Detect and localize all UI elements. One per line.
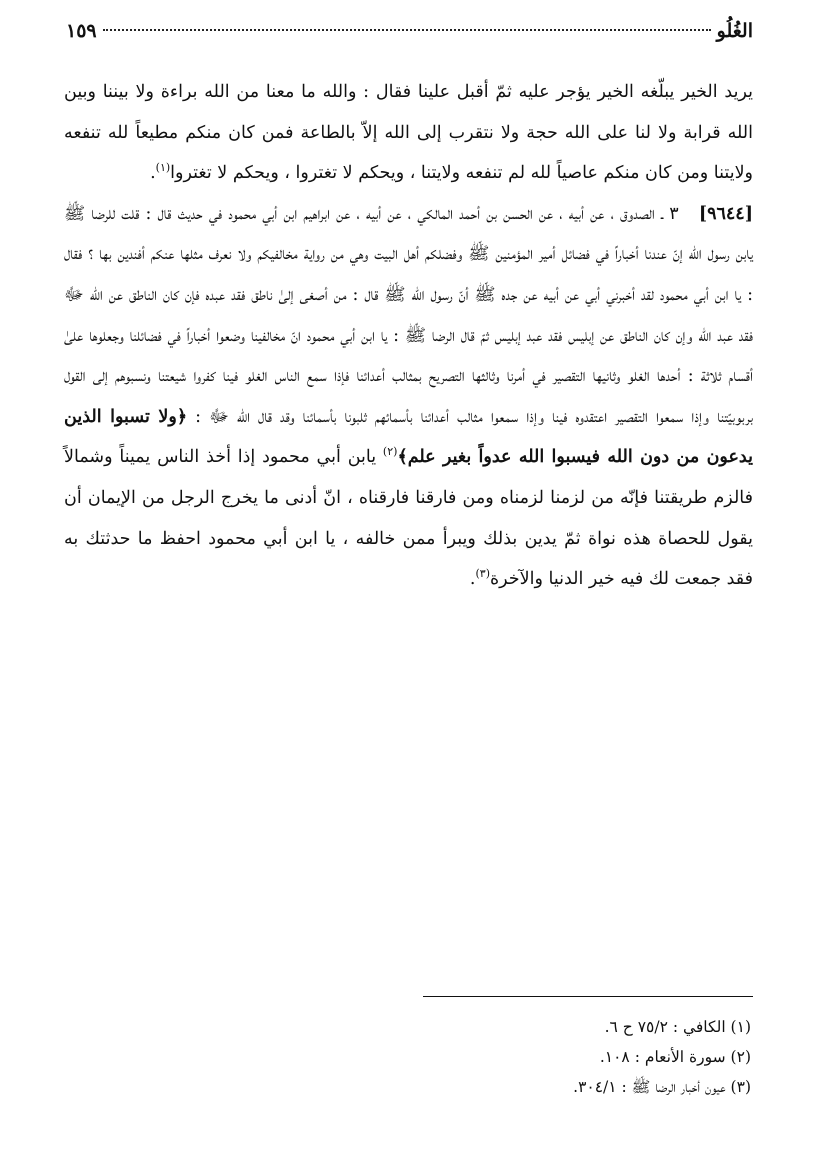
- paragraph-1: [64, 72, 753, 194]
- quran-close-bracket: ﴾: [397, 447, 408, 468]
- paragraph-1-end: .: [150, 163, 156, 184]
- running-header: [66, 20, 753, 54]
- quran-verse: ولا تسبوا الذين يدعون من دون الله فيسبوا الله عدواً بغير علم: [64, 406, 753, 468]
- chapter-title: الغُلُو: [716, 20, 753, 42]
- entry-number: [٩٦٤٤]: [698, 203, 753, 224]
- paragraph-2-text-a: ٣ ـ الصدوق ، عن أبيه ، عن الحسن بن أحمد المالكي ، عن أبيه ، عن ابراهيم ابن أبي محمود في حديث قال : قلت للرضا ﷺ يابن رسول الله إنّ عندنا أخباراً في فضائل أمير المؤمنين ﷺ وفضلكم أهل البيت وهي من رواية مخالفيكم ولا نعرف مثلها عنكم أفندين بها ؟ فقال : يا ابن أبي محمود لقد أخبرني أبي عن أبيه عن جده ﷺ أنّ رسول الله ﷺ قال : من أصغى إلىٰ ناطق فقد عبده فإن كان الناطق عن الله ﷻ فقد عبد الله وإن كان الناطق عن إبليس فقد عبد إبليس ثمّ قال الرضا ﷺ : يا ابن أبي محمود انّ مخالفينا وضعوا أخباراً في فضائلنا وجعلوها علىٰ أقسام ثلاثة : أحدها الغلو وثانيها التقصير في أمرنا وثالثها التصريح بمثالب أعدائنا فإذا سمع الناس الغلو فينا كفروا شيعتنا ونسبوهم إلى القول بربوبيّتنا وإذا سمعوا التقصير اعتقدوه فينا وإذا سمعوا مثالب أعدائنا بأسمائهم ثلبونا بأسمائنا وقد قال الله ﷻ :: [64, 203, 753, 427]
- footnotes: [300, 1012, 751, 1102]
- paragraph-1-text: يريد الخير يبلّغه الخير يؤجر عليه ثمّ أقبل علينا فقال : والله ما معنا من الله براءة ولا بيننا وبين الله قرابة ولا لنا على الله حجة ولا نتقرب إلى الله إلاّ بالطاعة فمن كان منكم مطيعاً لله تنفعه ولايتنا ومن كان منكم عاصياً لله لم تنفعه ولايتنا ، ويحكم لا تغتروا ، ويحكم لا تغتروا: [64, 82, 753, 184]
- footnote-separator: [423, 996, 753, 997]
- footnote-ref-1: (١): [155, 161, 171, 175]
- footnote-3: (٣) عيون أخبار الرضا ﷺ : ٣٠٤/١.: [573, 1078, 751, 1096]
- quran-open-bracket: ﴿: [176, 406, 188, 427]
- page-number: ١٥٩: [66, 20, 97, 42]
- footnote-ref-3: (٣): [475, 567, 490, 581]
- paragraph-2: [64, 194, 753, 600]
- main-text: [64, 72, 753, 600]
- paragraph-2-end: .: [469, 569, 476, 590]
- dotted-leader: [103, 29, 711, 31]
- paragraph-2-text-b: يابن أبي محمود إذا أخذ الناس يميناً وشمالاً فالزم طريقتنا فإنّه من لزمنا لزمناه ومن فارقنا فارقناه ، انّ أدنى ما يخرج الرجل من الإيمان أن يقول للحصاة هذه نواة ثمّ يدين بذلك ويبرأ ممن خالفه ، يا ابن أبي محمود احفظ ما حدثتك به فقد جمعت لك فيه خير الدنيا والآخرة: [64, 447, 753, 590]
- footnote-2: (٢) سورة الأنعام : ١٠٨.: [599, 1048, 751, 1066]
- footnote-ref-2: (٢): [382, 445, 398, 459]
- footnote-1: (١) الكافي : ٧٥/٢ ح ٦.: [604, 1018, 751, 1036]
